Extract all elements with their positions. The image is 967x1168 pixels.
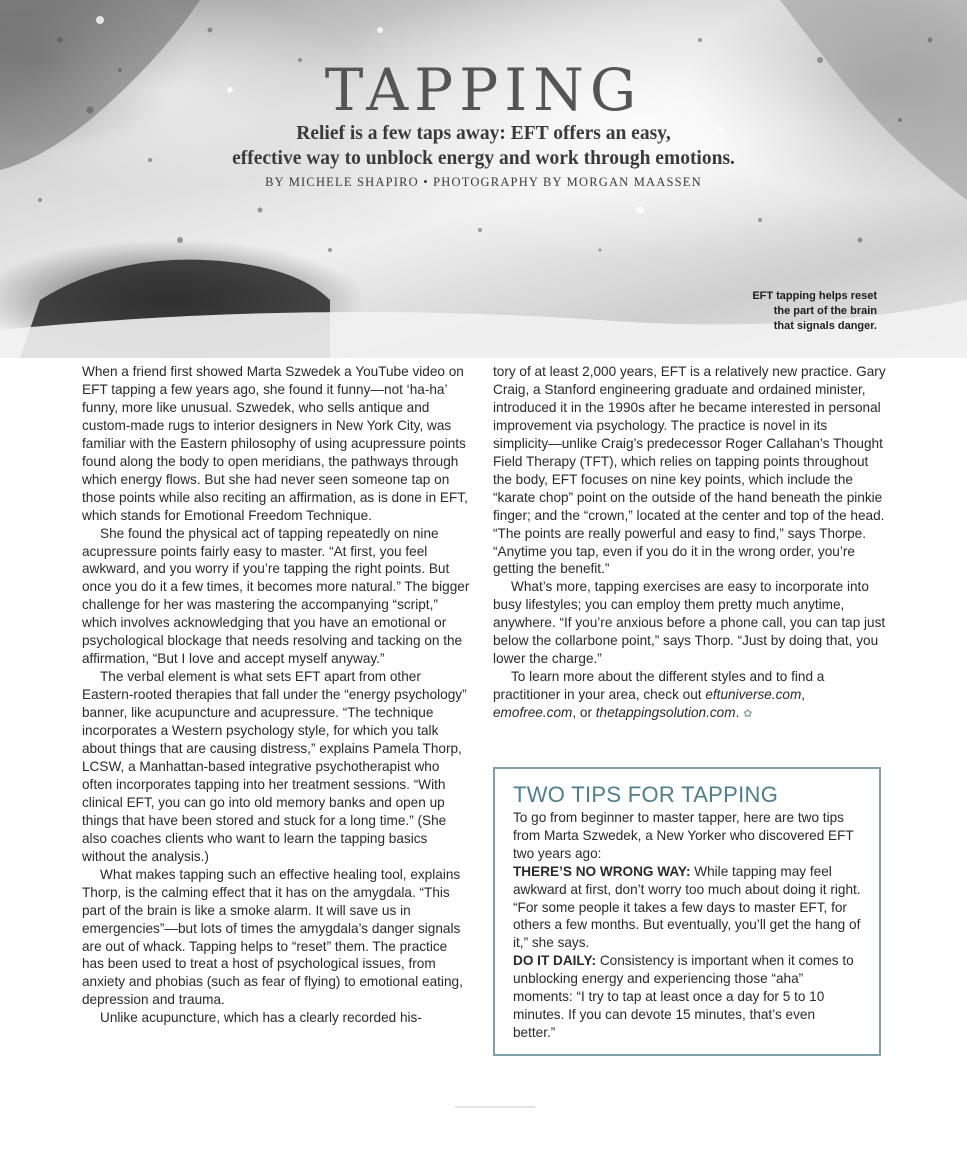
learn-more-paragraph <box>493 668 886 724</box>
tip-2 <box>513 952 861 1042</box>
paragraph: When a friend first showed Marta Szwedek a YouTube video on EFT tapping a few years ago, she found it funny—not ‘ha-ha’ funny, more like unusual. Szwedek, who sells antique and custom-made rugs to interior designers in New York City, was familiar with the Eastern philosophy of using acupressure points found along the body to open meridians, the pathways through which energy flows. But she had never seen someone tap on those points while also reciting an affirmation, as is done in EFT, which stands for Emotional Freedom Technique. <box>82 364 468 523</box>
caption-line-3: that signals danger. <box>773 320 877 332</box>
tip-2-label: DO IT DAILY: <box>513 953 597 969</box>
page-footer-mark <box>455 1106 535 1108</box>
paragraph: The verbal element is what sets EFT apart from other Eastern-rooted therapies that fall under the “energy psychology” banner, like acupuncture and acupressure. “The technique incorporates a Western psychology style, for which you talk about things that are causing distress,” explains Pamela Thorp, LCSW, a Manhattan-based integrative psychotherapist who often incorporates tapping into her treatment sessions. “With clinical EFT, you can go into old memory banks and open up things that have been stored and stuck for a long time.” (She also coaches clients who want to learn the tapping basics without the analysis.) <box>82 669 467 864</box>
tips-box <box>493 767 881 1056</box>
lotus-icon: ✿ <box>743 708 753 721</box>
tip-1-text: While tapping may feel awkward at first, don’t worry too much about doing it right. “For some people it takes a few days to master EFT, for others a few months. But eventually, you’ll get the hang of it,” she says. <box>513 863 861 951</box>
paragraph: What makes tapping such an effective healing tool, explains Thorp, is the calming effect that it has on the amygdala. “This part of the brain is like a smoke alarm. It will save us in emergencies”—but lots of times the amygdala’s danger signals are out of whack. Tapping helps to “reset” them. The practice has been used to treat a host of psychological issues, from anxiety and phobias (such as fear of flying) to emotional eating, depression and trauma. <box>82 866 463 1008</box>
link-emofree[interactable]: emofree.com <box>493 705 573 721</box>
photo-caption <box>697 289 877 334</box>
separator: , or <box>572 705 596 721</box>
learn-more-lead: To learn more about the different styles and to find a practitioner in your area, check out <box>493 669 825 703</box>
period: . <box>735 705 740 721</box>
body-column-1 <box>82 363 471 1027</box>
link-thetappingsolution[interactable]: thetappingsolution.com <box>595 705 736 721</box>
tip-1-label: THERE’S NO WRONG WAY: <box>513 863 691 879</box>
subtitle-line-2: effective way to unblock energy and work through emotions. <box>232 148 735 169</box>
page-title: TAPPING <box>324 56 643 124</box>
separator: , <box>801 687 806 703</box>
link-eftuniverse[interactable]: eftuniverse.com <box>705 687 802 703</box>
tip-1 <box>513 863 861 953</box>
tips-heading: TWO TIPS FOR TAPPING <box>513 782 779 807</box>
subtitle-line-1: Relief is a few taps away: EFT offers an easy, <box>296 123 671 144</box>
paragraph: Unlike acupuncture, which has a clearly recorded his- <box>100 1010 422 1026</box>
paragraph: tory of at least 2,000 years, EFT is a relatively new practice. Gary Craig, a Stanford engineering graduate and ordained minister, introduced it in the 1990s after he became interested in personal improvement via psychology. The practice is novel in its simplicity—unlike Craig’s predecessor Roger Callahan’s Thought Field Therapy (TFT), which relies on tapping points throughout the body, EFT focuses on nine key points, which include the “karate chop” point on the outside of the hand beneath the pinkie finger; and the “crown,” located at the center and top of the head. “The points are really powerful and easy to find,” says Thorpe. “Anytime you tap, even if you do it in the wrong order, you’re getting the benefit.” <box>493 364 886 577</box>
subtitle <box>150 121 817 171</box>
byline: BY MICHELE SHAPIRO • PHOTOGRAPHY BY MORGAN MAASSEN <box>265 175 702 189</box>
paragraph: What’s more, tapping exercises are easy to incorporate into busy lifestyles; you can employ them pretty much anytime, anywhere. “If you’re anxious before a phone call, you can tap just below the collarbone point,” says Thorp. “Just by doing that, you lower the charge.” <box>493 579 886 667</box>
hero-photo <box>0 0 967 358</box>
body-column-2 <box>493 363 886 724</box>
paragraph: She found the physical act of tapping repeatedly on nine acupressure points fairly easy to master. “At first, you feel awkward, and you worry if you’re tapping the right points. But once you do it a few times, it becomes more natural.” The bigger challenge for her was mastering the accompanying “script,” which involves acknowledging that you have an emotional or psychological blockage that needs resolving and tacking on the affirmation, “But I love and accept myself anyway.” <box>82 525 470 667</box>
caption-line-1: EFT tapping helps reset <box>752 290 877 302</box>
tip-2-text: Consistency is important when it comes to unblocking energy and experiencing those “aha” moments: “I try to tap at least once a day for 5 to 10 minutes. If you can devote 15 minutes, that’s even better.” <box>513 953 854 1040</box>
caption-line-2: the part of the brain <box>773 305 877 317</box>
tips-intro: To go from beginner to master tapper, here are two tips from Marta Szwedek, a New Yorker who discovered EFT two years ago: <box>513 810 854 861</box>
